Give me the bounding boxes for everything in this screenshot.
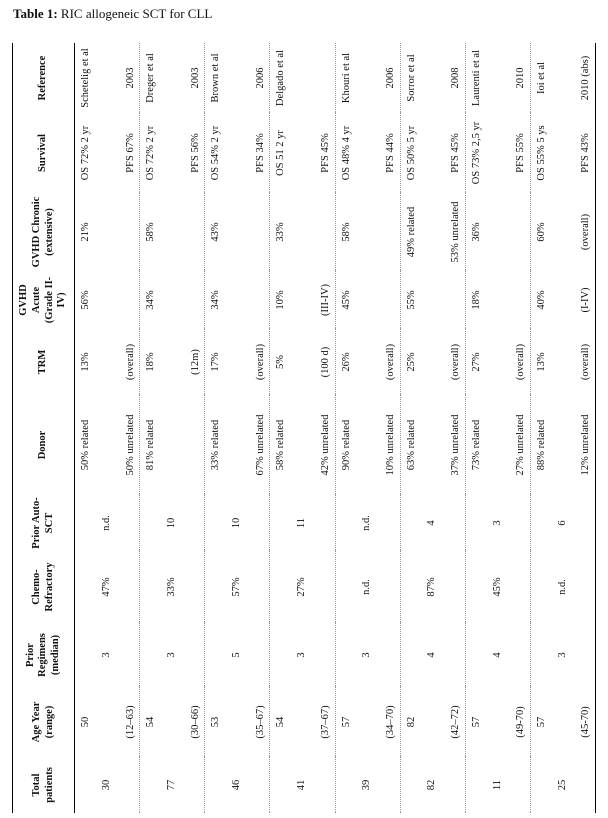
table-frame [12, 43, 596, 813]
cell-chronic [270, 193, 335, 271]
cell-age-line: 82 [405, 716, 417, 728]
table-row [75, 43, 140, 813]
cell-trm-line: (overall) [124, 343, 136, 381]
cell-chronic [335, 193, 400, 271]
cell-trm-stack [536, 331, 593, 393]
cell-reference-stack [210, 45, 267, 111]
cell-donor-line: 81% related [145, 419, 157, 471]
cell-donor-line: 42% unrelated [319, 414, 331, 476]
cell-trm [75, 329, 140, 395]
cell-trm [140, 329, 205, 395]
cell-reference-line: 2008 [450, 67, 462, 89]
cell-trm-line: 27% [470, 352, 482, 372]
cell-donor-line: 67% unrelated [254, 414, 266, 476]
cell-chemo: n.d. [335, 551, 400, 623]
cell-survival [75, 113, 140, 193]
cell-survival-stack [275, 115, 332, 191]
cell-trm [530, 329, 595, 395]
cell-acute-line: (I-IV) [580, 287, 592, 313]
cell-trm-stack [341, 331, 398, 393]
cell-acute-stack [341, 273, 398, 327]
cell-acute-line: 56% [80, 290, 91, 310]
cell-trm-stack [406, 331, 463, 393]
cell-acute-line: 10% [275, 290, 287, 310]
cell-age-stack [80, 689, 137, 755]
cell-survival-stack [341, 115, 398, 191]
cell-reference-line: 2003 [189, 67, 201, 89]
cell-donor-stack [275, 397, 332, 493]
header-total: Total patients [13, 757, 75, 813]
cell-chronic-stack [275, 195, 332, 269]
cell-chronic [140, 193, 205, 271]
cell-trm-stack [210, 331, 267, 393]
cell-reference-line: Ioi et al [535, 61, 547, 95]
cell-chemo: 27% [270, 551, 335, 623]
table-row [400, 43, 465, 813]
cell-survival [465, 113, 530, 193]
cell-acute [140, 271, 205, 329]
cell-age-line: (37–67) [319, 705, 331, 739]
cell-age-stack [406, 689, 463, 755]
cell-reference-line: Sorror et al [405, 54, 417, 102]
cell-survival [270, 113, 335, 193]
cell-acute [465, 271, 530, 329]
cell-regimens: 4 [400, 623, 465, 687]
table-row [530, 43, 595, 813]
cell-reference-line: Brown et al [210, 53, 222, 103]
cell-reference [75, 43, 140, 113]
cell-reference-stack [471, 45, 528, 111]
cell-age [530, 687, 595, 757]
cell-trm-line: (overall) [580, 343, 592, 381]
cell-total: 82 [400, 757, 465, 813]
cell-survival-line: PFS 45% [319, 133, 331, 173]
cell-age-stack [471, 689, 528, 755]
cell-reference-stack [406, 45, 463, 111]
cell-auto: 4 [400, 495, 465, 551]
table-label: Table 1: [13, 6, 58, 21]
sct-table [12, 43, 596, 813]
cell-donor-line: 63% related [405, 419, 417, 471]
cell-chemo: n.d. [530, 551, 595, 623]
cell-trm-line: 13% [535, 352, 547, 372]
cell-donor-stack [145, 397, 202, 493]
cell-chronic-stack [471, 195, 528, 269]
cell-donor-line: 58% related [275, 419, 287, 471]
cell-trm-line: (overall) [385, 343, 397, 381]
cell-chemo: 45% [465, 551, 530, 623]
cell-chemo: 87% [400, 551, 465, 623]
header-acute: GVHD Acute (Grade II-IV) [13, 271, 75, 329]
table-row [205, 43, 270, 813]
cell-survival [205, 113, 270, 193]
cell-age-line: (42–72) [450, 705, 462, 739]
cell-trm-line: (100 d) [319, 346, 331, 378]
cell-donor-line: 37% unrelated [450, 414, 462, 476]
cell-survival [530, 113, 595, 193]
cell-survival-line: OS 51 2 yr [275, 130, 287, 176]
cell-chronic-line: 58% [340, 222, 352, 242]
cell-donor [140, 395, 205, 495]
cell-acute [270, 271, 335, 329]
cell-age [465, 687, 530, 757]
cell-age-line: (35–67) [254, 705, 266, 739]
cell-chronic-line: 53% unrelated [450, 201, 462, 263]
cell-reference-line: Laurenti et al [470, 50, 482, 106]
header-trm: TRM [13, 329, 75, 395]
cell-age-line: 57 [535, 716, 547, 728]
cell-total: 46 [205, 757, 270, 813]
cell-trm [335, 329, 400, 395]
cell-donor-stack [406, 397, 463, 493]
cell-age-line: (49-70) [515, 706, 527, 738]
cell-reference [530, 43, 595, 113]
cell-reference-stack [536, 45, 593, 111]
cell-total: 77 [140, 757, 205, 813]
cell-age-line: 54 [145, 716, 157, 728]
cell-total: 25 [530, 757, 595, 813]
cell-acute-stack [210, 273, 267, 327]
cell-chronic-line: 49% related [405, 206, 417, 258]
table-caption [13, 6, 212, 22]
cell-reference [140, 43, 205, 113]
cell-total: 41 [270, 757, 335, 813]
cell-chronic-stack [406, 195, 463, 269]
cell-donor-stack [341, 397, 398, 493]
cell-age [400, 687, 465, 757]
cell-trm-line: 18% [145, 352, 157, 372]
cell-age-stack [145, 689, 202, 755]
header-chronic: GVHD Chronic (extensive) [13, 193, 75, 271]
cell-age [205, 687, 270, 757]
cell-donor [270, 395, 335, 495]
cell-chronic [205, 193, 270, 271]
cell-survival-line: OS 55% 5 ys [535, 125, 547, 181]
cell-trm-line: 17% [210, 352, 222, 372]
cell-survival-line: OS 72% 2 yr [145, 125, 157, 181]
header-regimens: Prior Regimens (median) [13, 623, 75, 687]
cell-acute-line: (III-IV) [319, 283, 331, 317]
cell-donor-line: 73% related [470, 419, 482, 471]
cell-age-stack [341, 689, 398, 755]
table-row [465, 43, 530, 813]
cell-trm-stack [145, 331, 202, 393]
cell-trm-line: 13% [80, 352, 91, 372]
cell-donor-line: 50% related [80, 419, 91, 471]
cell-donor-stack [536, 397, 593, 493]
cell-total: 30 [100, 779, 112, 791]
cell-acute-line: 40% [535, 290, 547, 310]
cell-age-stack [275, 689, 332, 755]
cell-chronic-stack [145, 195, 202, 269]
cell-acute-stack [536, 273, 593, 327]
cell-age-line: 53 [210, 716, 222, 728]
cell-age-line: (30–66) [189, 705, 201, 739]
cell-trm [205, 329, 270, 395]
cell-chronic-stack [536, 195, 593, 269]
cell-age-stack [210, 689, 267, 755]
cell-reference-line: 2010 (abs) [580, 55, 592, 101]
cell-donor-stack [471, 397, 528, 493]
cell-auto: 6 [530, 495, 595, 551]
cell-chronic-line: 43% [210, 222, 222, 242]
cell-chemo: 33% [140, 551, 205, 623]
cell-survival [335, 113, 400, 193]
cell-donor [335, 395, 400, 495]
cell-age-line: 54 [275, 716, 287, 728]
cell-auto: 10 [140, 495, 205, 551]
cell-age [335, 687, 400, 757]
cell-reference [270, 43, 335, 113]
cell-acute-stack [275, 273, 332, 327]
cell-survival-stack [210, 115, 267, 191]
cell-age [270, 687, 335, 757]
cell-reference-stack [275, 45, 332, 111]
cell-survival-line: OS 54% 2 yr [210, 125, 222, 181]
table-row [335, 43, 400, 813]
cell-survival-line: PFS 67% [124, 133, 136, 173]
cell-survival-line: PFS 45% [450, 133, 462, 173]
cell-survival-line: OS 73% 2,5 yr [470, 121, 482, 185]
cell-trm-line: 5% [275, 355, 287, 369]
cell-chronic-stack [80, 195, 137, 269]
table-row [270, 43, 335, 813]
header-age: Age Year (range) [13, 687, 75, 757]
cell-acute-line: 45% [340, 290, 352, 310]
cell-chronic-line: 36% [470, 222, 482, 242]
cell-donor-stack [80, 397, 137, 493]
cell-chronic-stack [210, 195, 267, 269]
cell-survival-stack [145, 115, 202, 191]
cell-chronic-line: 21% [80, 222, 91, 242]
cell-donor-line: 50% unrelated [124, 414, 136, 476]
cell-donor [75, 395, 140, 495]
cell-survival-line: OS 50% 5 yr [405, 125, 417, 181]
cell-acute-line: 34% [210, 290, 222, 310]
cell-acute-stack [406, 273, 463, 327]
cell-trm-line: (overall) [450, 343, 462, 381]
cell-acute-line: 34% [145, 290, 157, 310]
cell-trm-stack [471, 331, 528, 393]
cell-donor [530, 395, 595, 495]
cell-survival-line: OS 48% 4 yr [340, 125, 352, 181]
cell-auto: 10 [205, 495, 270, 551]
cell-auto: 11 [270, 495, 335, 551]
cell-survival-line: OS 72% 2 yr [80, 125, 91, 181]
cell-survival [400, 113, 465, 193]
cell-acute-stack [471, 273, 528, 327]
header-row [13, 43, 75, 813]
cell-reference [400, 43, 465, 113]
cell-donor-line: 90% related [340, 419, 352, 471]
cell-donor-line: 88% related [535, 419, 547, 471]
cell-reference-line: Khouri et al [340, 52, 352, 104]
cell-acute [400, 271, 465, 329]
cell-donor-stack [210, 397, 267, 493]
cell-regimens: 3 [100, 652, 112, 658]
cell-chronic [465, 193, 530, 271]
rotated-table-wrapper [12, 43, 596, 813]
table-body [75, 43, 596, 813]
cell-trm-stack [275, 331, 332, 393]
cell-acute [75, 271, 140, 329]
cell-reference [465, 43, 530, 113]
cell-age-line: (45-70) [580, 706, 592, 738]
table-title: RIC allogeneic SCT for CLL [60, 6, 213, 21]
cell-trm-line: 26% [340, 352, 352, 372]
cell-reference [335, 43, 400, 113]
cell-donor [400, 395, 465, 495]
cell-acute-stack [145, 273, 202, 327]
cell-trm-stack [80, 331, 137, 393]
cell-reference [205, 43, 270, 113]
cell-age-line: 57 [470, 716, 482, 728]
cell-chronic-line: 58% [145, 222, 157, 242]
cell-chronic-stack [341, 195, 398, 269]
cell-donor-line: 12% unrelated [580, 414, 592, 476]
cell-trm-line: (overall) [515, 343, 527, 381]
cell-chronic [530, 193, 595, 271]
cell-survival-stack [536, 115, 593, 191]
cell-total: 11 [465, 757, 530, 813]
cell-regimens: 3 [140, 623, 205, 687]
cell-age-line: 50 [80, 716, 91, 728]
cell-regimens: 3 [335, 623, 400, 687]
cell-total: 39 [335, 757, 400, 813]
cell-chemo: 47% [100, 577, 112, 597]
cell-reference-stack [80, 45, 137, 111]
cell-reference-stack [341, 45, 398, 111]
cell-survival-line: PFS 43% [580, 133, 592, 173]
header-donor: Donor [13, 395, 75, 495]
cell-trm-line: 25% [405, 352, 417, 372]
cell-reference-line: Delgado et al [275, 50, 287, 106]
cell-reference-line: 2006 [385, 67, 397, 89]
cell-survival-line: PFS 34% [254, 133, 266, 173]
cell-survival-line: PFS 55% [515, 133, 527, 173]
cell-chronic-line: 33% [275, 222, 287, 242]
cell-age-line: (12–63) [124, 705, 136, 739]
cell-chemo: 57% [205, 551, 270, 623]
cell-chronic [75, 193, 140, 271]
table-row [140, 43, 205, 813]
cell-trm-line: (12m) [189, 349, 201, 375]
cell-acute [335, 271, 400, 329]
header-chemo: Chemo-Refractory [13, 551, 75, 623]
cell-regimens: 5 [205, 623, 270, 687]
cell-auto: 3 [465, 495, 530, 551]
cell-age [75, 687, 140, 757]
cell-regimens: 3 [530, 623, 595, 687]
cell-survival [140, 113, 205, 193]
cell-donor [205, 395, 270, 495]
cell-age-stack [536, 689, 593, 755]
cell-reference-line: Schetelig et al [80, 48, 91, 108]
cell-trm [400, 329, 465, 395]
cell-trm [465, 329, 530, 395]
header-auto: Prior Auto-SCT [13, 495, 75, 551]
cell-acute-stack [80, 273, 137, 327]
cell-reference-line: 2003 [124, 67, 136, 89]
cell-reference-stack [145, 45, 202, 111]
cell-donor-line: 33% related [210, 419, 222, 471]
cell-donor [465, 395, 530, 495]
cell-reference-line: 2010 [515, 67, 527, 89]
cell-chronic [400, 193, 465, 271]
cell-auto: n.d. [335, 495, 400, 551]
cell-reference-line: 2006 [254, 67, 266, 89]
cell-survival-stack [80, 115, 137, 191]
cell-trm-line: (overall) [254, 343, 266, 381]
cell-survival-line: PFS 56% [189, 133, 201, 173]
cell-survival-stack [406, 115, 463, 191]
cell-acute [530, 271, 595, 329]
cell-chronic-line: 60% [535, 222, 547, 242]
cell-survival-line: PFS 44% [385, 133, 397, 173]
cell-auto: n.d. [100, 515, 112, 531]
cell-acute [205, 271, 270, 329]
cell-reference-line: Dreger et al [145, 53, 157, 103]
cell-donor-line: 10% unrelated [385, 414, 397, 476]
header-reference: Reference [13, 43, 75, 113]
cell-acute-line: 55% [405, 290, 417, 310]
cell-survival-stack [471, 115, 528, 191]
cell-donor-line: 27% unrelated [515, 414, 527, 476]
cell-age-line: 57 [340, 716, 352, 728]
cell-regimens: 4 [465, 623, 530, 687]
header-survival: Survival [13, 113, 75, 193]
cell-chronic-line: (overall) [580, 213, 592, 251]
cell-trm [270, 329, 335, 395]
cell-acute-line: 18% [470, 290, 482, 310]
cell-age-line: (34–70) [385, 705, 397, 739]
cell-regimens: 3 [270, 623, 335, 687]
cell-age [140, 687, 205, 757]
